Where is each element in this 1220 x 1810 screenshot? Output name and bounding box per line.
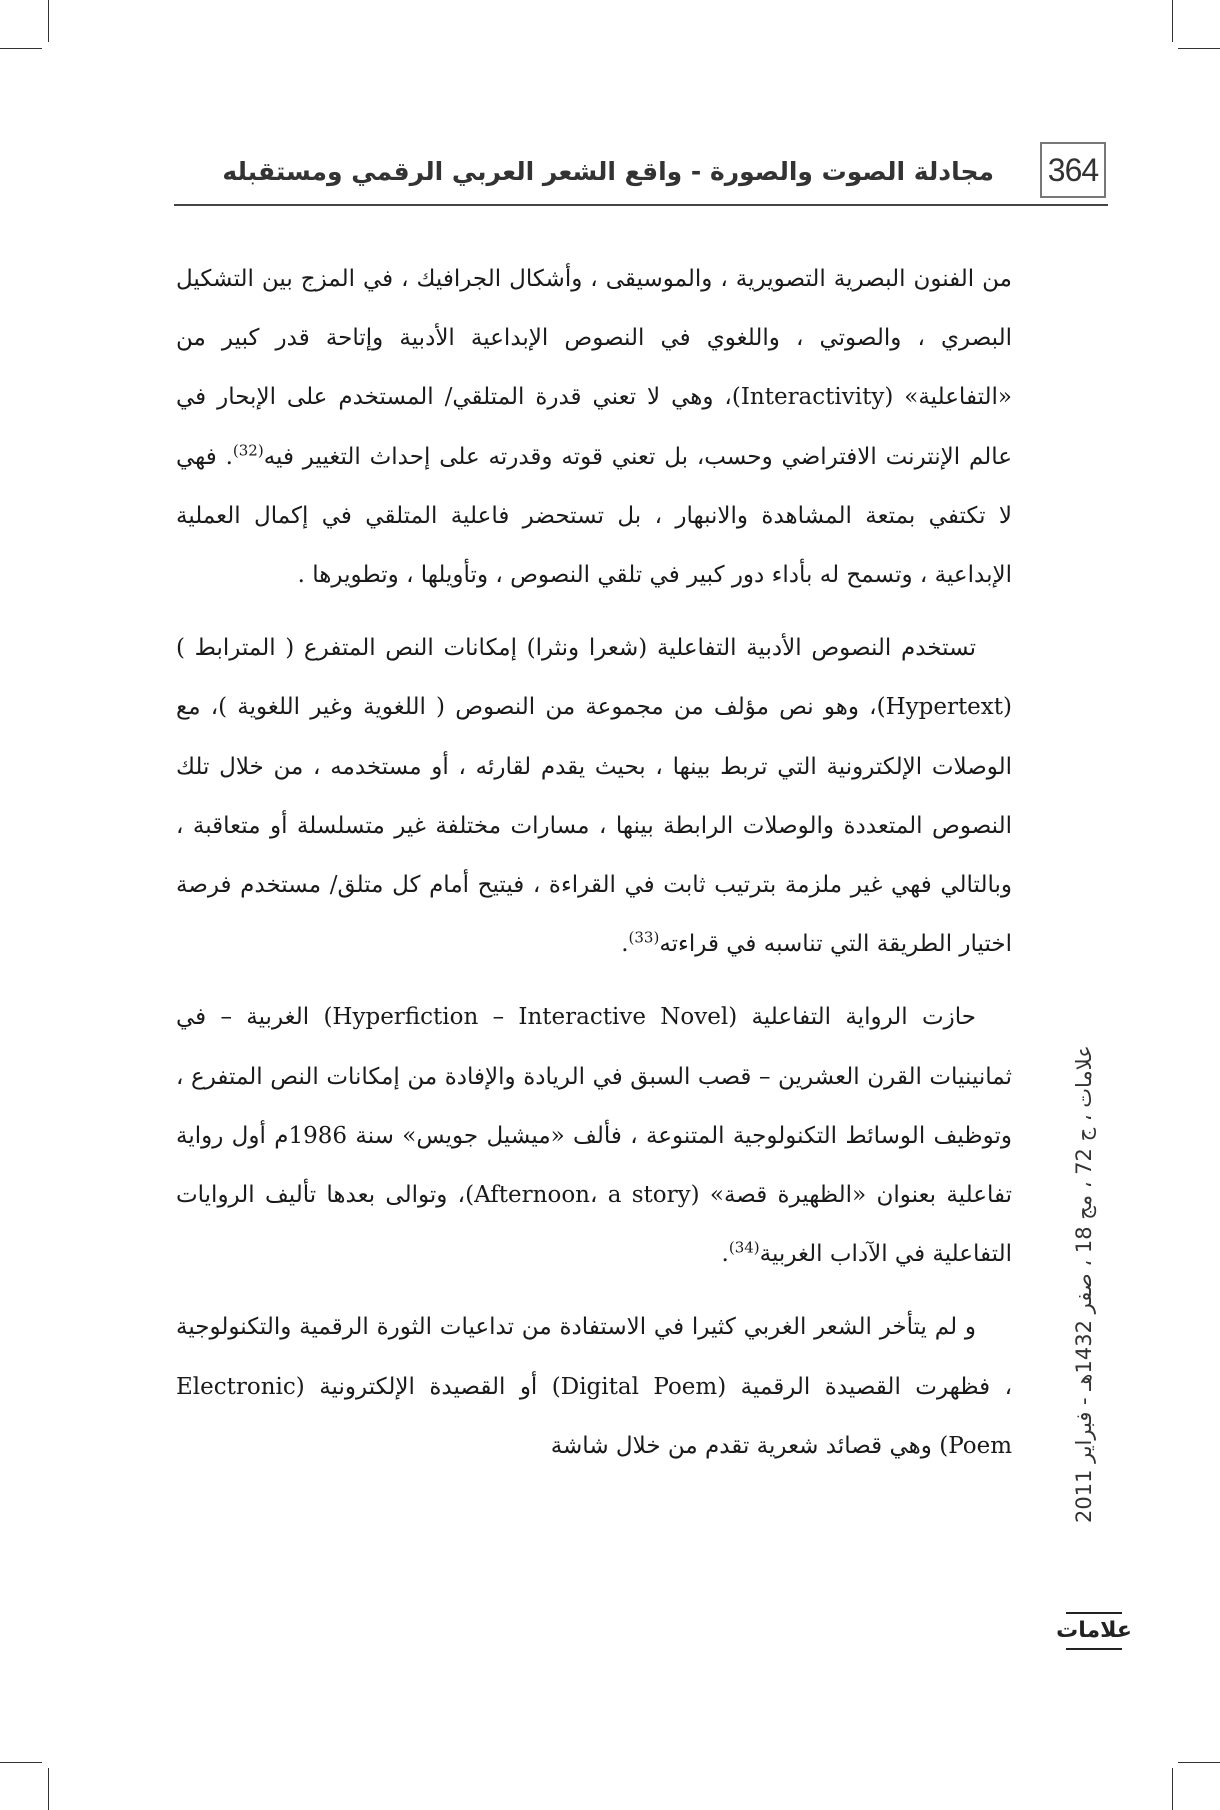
footnote-ref: (34) <box>728 1238 760 1257</box>
crop-mark-top-right-h <box>1178 48 1220 49</box>
paragraph-text: حازت الرواية التفاعلية (Hyperfiction – Interactive Novel) الغربية – في ثمانينيات القرن العشرين – قصب السبق في الريادة والإفادة من إمكانات النص المتفرع ، وتوظيف الوسائط التكنولوجية المتنوعة ، فألف «ميشيل جويس» سنة 1986م أول رواية تفاعلية بعنوان «الظهيرة قصة» (Afternoon، a story)، وتوالى بعدها تأليف الروايات التفاعلية في الآداب الغربية <box>176 1004 1013 1268</box>
footnote-ref: (32) <box>232 440 264 459</box>
paragraph-text: تستخدم النصوص الأدبية التفاعلية (شعرا ونثرا) إمكانات النص المتفرع ( المترابط ) (Hypertext)، وهو نص مؤلف من مجموعة من النصوص ( اللغوية وغير اللغوية )، مع الوصلات الإلكترونية التي تربط بينها ، بحيث يقدم لقارئه ، أو مستخدمه ، من خلال تلك النصوص المتعددة والوصلات الرابطة بينها ، مسارات مختلفة غير متسلسلة أو متعاقبة ، وبالتالي فهي غير ملزمة بترتيب ثابت في القراءة ، فيتيح أمام كل متلق/ مستخدم فرصة اختيار الطريقة التي تناسبه في قراءته <box>176 635 1012 958</box>
paragraph-2 <box>176 619 1012 974</box>
paragraph-1 <box>176 250 1012 605</box>
crop-mark-bottom-right-v <box>1172 1768 1173 1810</box>
header-rule <box>174 204 1108 206</box>
paragraph-text: من الفنون البصرية التصويرية ، والموسيقى ، وأشكال الجرافيك ، في المزج بين التشكيل البصري ، والصوتي ، واللغوي في النصوص الإبداعية الأدبية وإتاحة قدر كبير من «التفاعلية» (Interactivity)، وهي لا تعني قدرة المتلقي/ المستخدم على الإبحار في عالم الإنترنت الافتراضي وحسب، بل تعني قوته وقدرته على إحداث التغيير فيه <box>176 266 1012 470</box>
paragraph-3 <box>176 988 1012 1284</box>
footnote-ref: (33) <box>628 928 660 947</box>
journal-issue-caption: علامات ، ج 72 ، مج 18 ، صفر 1432هـ - فبراير 2011 <box>1072 1045 1096 1523</box>
crop-mark-bottom-left-h <box>0 1762 42 1763</box>
crop-mark-top-left-h <box>0 48 42 49</box>
article-body <box>176 250 1012 1490</box>
paragraph-text: . <box>621 931 629 958</box>
paragraph-text: و لم يتأخر الشعر الغربي كثيرا في الاستفادة من تداعيات الثورة الرقمية والتكنولوجية ، فظهرت القصيدة الرقمية (Digital Poem) أو القصيدة الإلكترونية (Electronic Poem) وهي قصائد شعرية تقدم من خلال شاشة <box>176 1314 1012 1459</box>
running-title: مجادلة الصوت والصورة - واقع الشعر العربي الرقمي ومستقبله <box>222 157 994 186</box>
page-number: 364 <box>1040 142 1106 198</box>
paragraph-text: . فهي لا تكتفي بمتعة المشاهدة والانبهار ، بل تستحضر فاعلية المتلقي في إكمال العملية الإبداعية ، وتسمح له بأداء دور كبير في تلقي النصوص ، وتأويلها ، وتطويرها . <box>176 443 1012 589</box>
crop-mark-bottom-left-v <box>48 1768 49 1810</box>
crop-mark-top-left-v <box>48 0 49 42</box>
crop-mark-top-right-v <box>1172 0 1173 42</box>
crop-mark-bottom-right-h <box>1178 1762 1220 1763</box>
paragraph-text: . <box>721 1241 729 1268</box>
journal-logo: علامات <box>1066 1612 1122 1650</box>
paragraph-4 <box>176 1298 1012 1476</box>
